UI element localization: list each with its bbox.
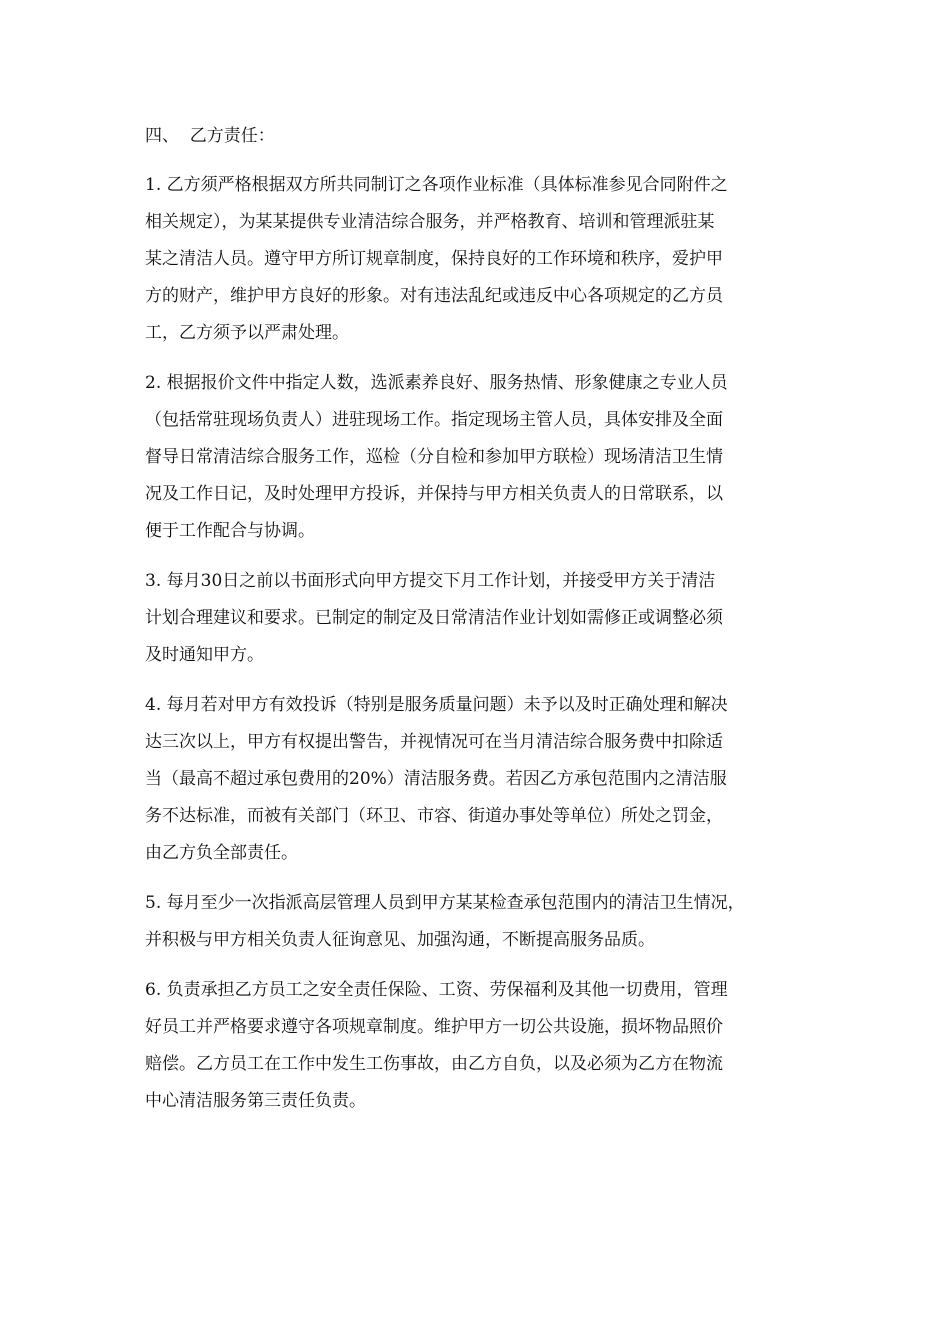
paragraph-line: 达三次以上，甲方有权提出警告，并视情况可在当月清洁综合服务费中扣除适	[145, 732, 723, 752]
paragraph-line: 督导日常清洁综合服务工作，巡检（分自检和参加甲方联检）现场清洁卫生情	[145, 447, 723, 467]
paragraph-line: （包括常驻现场负责人）进驻现场工作。指定现场主管人员，具体安排及全面	[145, 410, 723, 430]
paragraph-line: 3. 每月30日之前以书面形式向甲方提交下月工作计划，并接受甲方关于清洁	[145, 571, 716, 591]
document-body	[145, 118, 825, 1133]
paragraph-line: 当（最高不超过承包费用的20%）清洁服务费。若因乙方承包范围内之清洁服	[145, 769, 727, 789]
paragraph-line: 由乙方负全部责任。	[145, 843, 298, 863]
paragraph-line: 及时通知甲方。	[145, 645, 264, 665]
paragraph-line: 方的财产，维护甲方良好的形象。对有违法乱纪或违反中心各项规定的乙方员	[145, 286, 723, 306]
paragraph-line: 务不达标准，而被有关部门（环卫、市容、街道办事处等单位）所处之罚金，	[145, 806, 723, 826]
paragraph-6	[145, 972, 825, 1120]
paragraph-1	[145, 167, 825, 352]
section-heading: 四、 乙方责任：	[145, 126, 275, 146]
paragraph-line: 1. 乙方须严格根据双方所共同制订之各项作业标准（具体标准参见合同附件之	[145, 175, 728, 195]
paragraph-5	[145, 885, 825, 959]
paragraph-line: 工，乙方须予以严肃处理。	[145, 323, 349, 343]
paragraph-line: 某之清洁人员。遵守甲方所订规章制度，保持良好的工作环境和秩序，爱护甲	[145, 249, 723, 269]
paragraph-line: 5. 每月至少一次指派高层管理人员到甲方某某检查承包范围内的清洁卫生情况，	[145, 893, 745, 913]
paragraph-line: 相关规定），为某某提供专业清洁综合服务，并严格教育、培训和管理派驻某	[145, 212, 715, 232]
paragraph-3	[145, 563, 825, 674]
paragraph-line: 好员工并严格要求遵守各项规章制度。维护甲方一切公共设施，损坏物品照价	[145, 1017, 723, 1037]
paragraph-line: 中心清洁服务第三责任负责。	[145, 1091, 366, 1111]
paragraph-2	[145, 365, 825, 550]
paragraph-line: 计划合理建议和要求。已制定的制定及日常清洁作业计划如需修正或调整必须	[145, 608, 723, 628]
paragraph-4	[145, 687, 825, 872]
paragraph-line: 6. 负责承担乙方员工之安全责任保险、工资、劳保福利及其他一切费用，管理	[145, 980, 728, 1000]
paragraph-line: 便于工作配合与协调。	[145, 521, 315, 541]
paragraph-line: 况及工作日记，及时处理甲方投诉，并保持与甲方相关负责人的日常联系，以	[145, 484, 723, 504]
paragraph-line: 并积极与甲方相关负责人征询意见、加强沟通，不断提高服务品质。	[145, 930, 655, 950]
paragraph-line: 赔偿。乙方员工在工作中发生工伤事故，由乙方自负，以及必须为乙方在物流	[145, 1054, 723, 1074]
paragraph-line: 2. 根据报价文件中指定人数，选派素养良好、服务热情、形象健康之专业人员	[145, 373, 728, 393]
paragraph-line: 4. 每月若对甲方有效投诉（特别是服务质量问题）未予以及时正确处理和解决	[145, 695, 728, 715]
